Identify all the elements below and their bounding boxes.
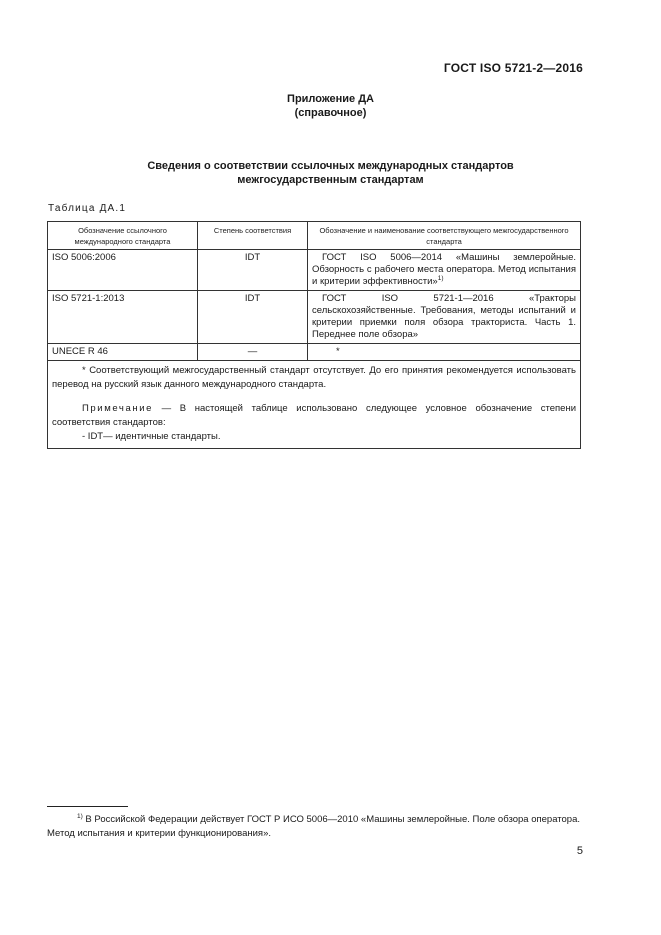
cell-standard [308,344,581,361]
note-item: - IDT— идентичные стандарты. [82,431,221,442]
table-notes-row [48,361,581,449]
cell-degree: — [198,344,308,361]
header-interstate-standard: Обозначение и наименование соответствующего межгосударственного стандарта [308,222,581,250]
standard-text: * [336,346,340,357]
header-reference-standard: Обозначение ссылочного международного стандарта [48,222,198,250]
cell-standard [308,250,581,291]
table-row [48,250,581,291]
note-label: Примечание [82,403,153,414]
note-text: — В настоящей таблице использовано следующее условное обозначение степени соответствия стандартов: [52,403,576,428]
header-degree: Степень соответствия [198,222,308,250]
annex-title: Приложение ДА [287,93,374,105]
table-caption: Таблица ДА.1 [48,203,127,214]
section-title-line1: Сведения о соответствии ссылочных международных стандартов [147,160,514,172]
star-note: * Соответствующий межгосударственный стандарт отсутствует. До его принятия рекомендуется использовать перевод на русский язык данного международного стандарта. [52,365,576,390]
table-row [48,344,581,361]
table-notes [48,361,581,449]
footnote-ref[interactable]: 1) [437,274,444,282]
standard-text: ГОСТ ISO 5006—2014 «Машины землеройные. Обзорность с рабочего места оператора. Метод испытания и критерии эффективности» [312,252,576,287]
annex-heading [0,92,661,120]
cell-reference: ISO 5006:2006 [48,250,198,291]
footnote-divider [47,806,128,807]
section-title-line2: межгосударственным стандартам [237,174,424,186]
table-header-row [48,222,581,250]
cell-degree: IDT [198,291,308,344]
footnote-text: В Российской Федерации действует ГОСТ Р ИСО 5006—2010 «Машины землеройные. Поле обзора оператора. Метод испытания и критерии функционирования». [47,814,580,839]
document-code: ГОСТ ISO 5721-2—2016 [443,61,583,75]
cell-reference: ISO 5721-1:2013 [48,291,198,344]
footnote-mark: 1) [77,812,83,820]
section-title [0,159,661,187]
table-row [48,291,581,344]
cell-reference: UNECE R 46 [48,344,198,361]
standard-text: ГОСТ ISO 5721-1—2016 «Тракторы сельскохозяйственные. Требования, методы испытаний и критерии приемки поля обзора тракториста. Часть 1. Переднее поле обзора» [312,293,576,340]
annex-subtitle: (справочное) [294,107,367,119]
cell-degree: IDT [198,250,308,291]
cell-standard [308,291,581,344]
table-note [52,402,576,430]
footnote [47,813,580,841]
correspondence-table [47,221,581,449]
page-number: 5 [576,845,583,857]
